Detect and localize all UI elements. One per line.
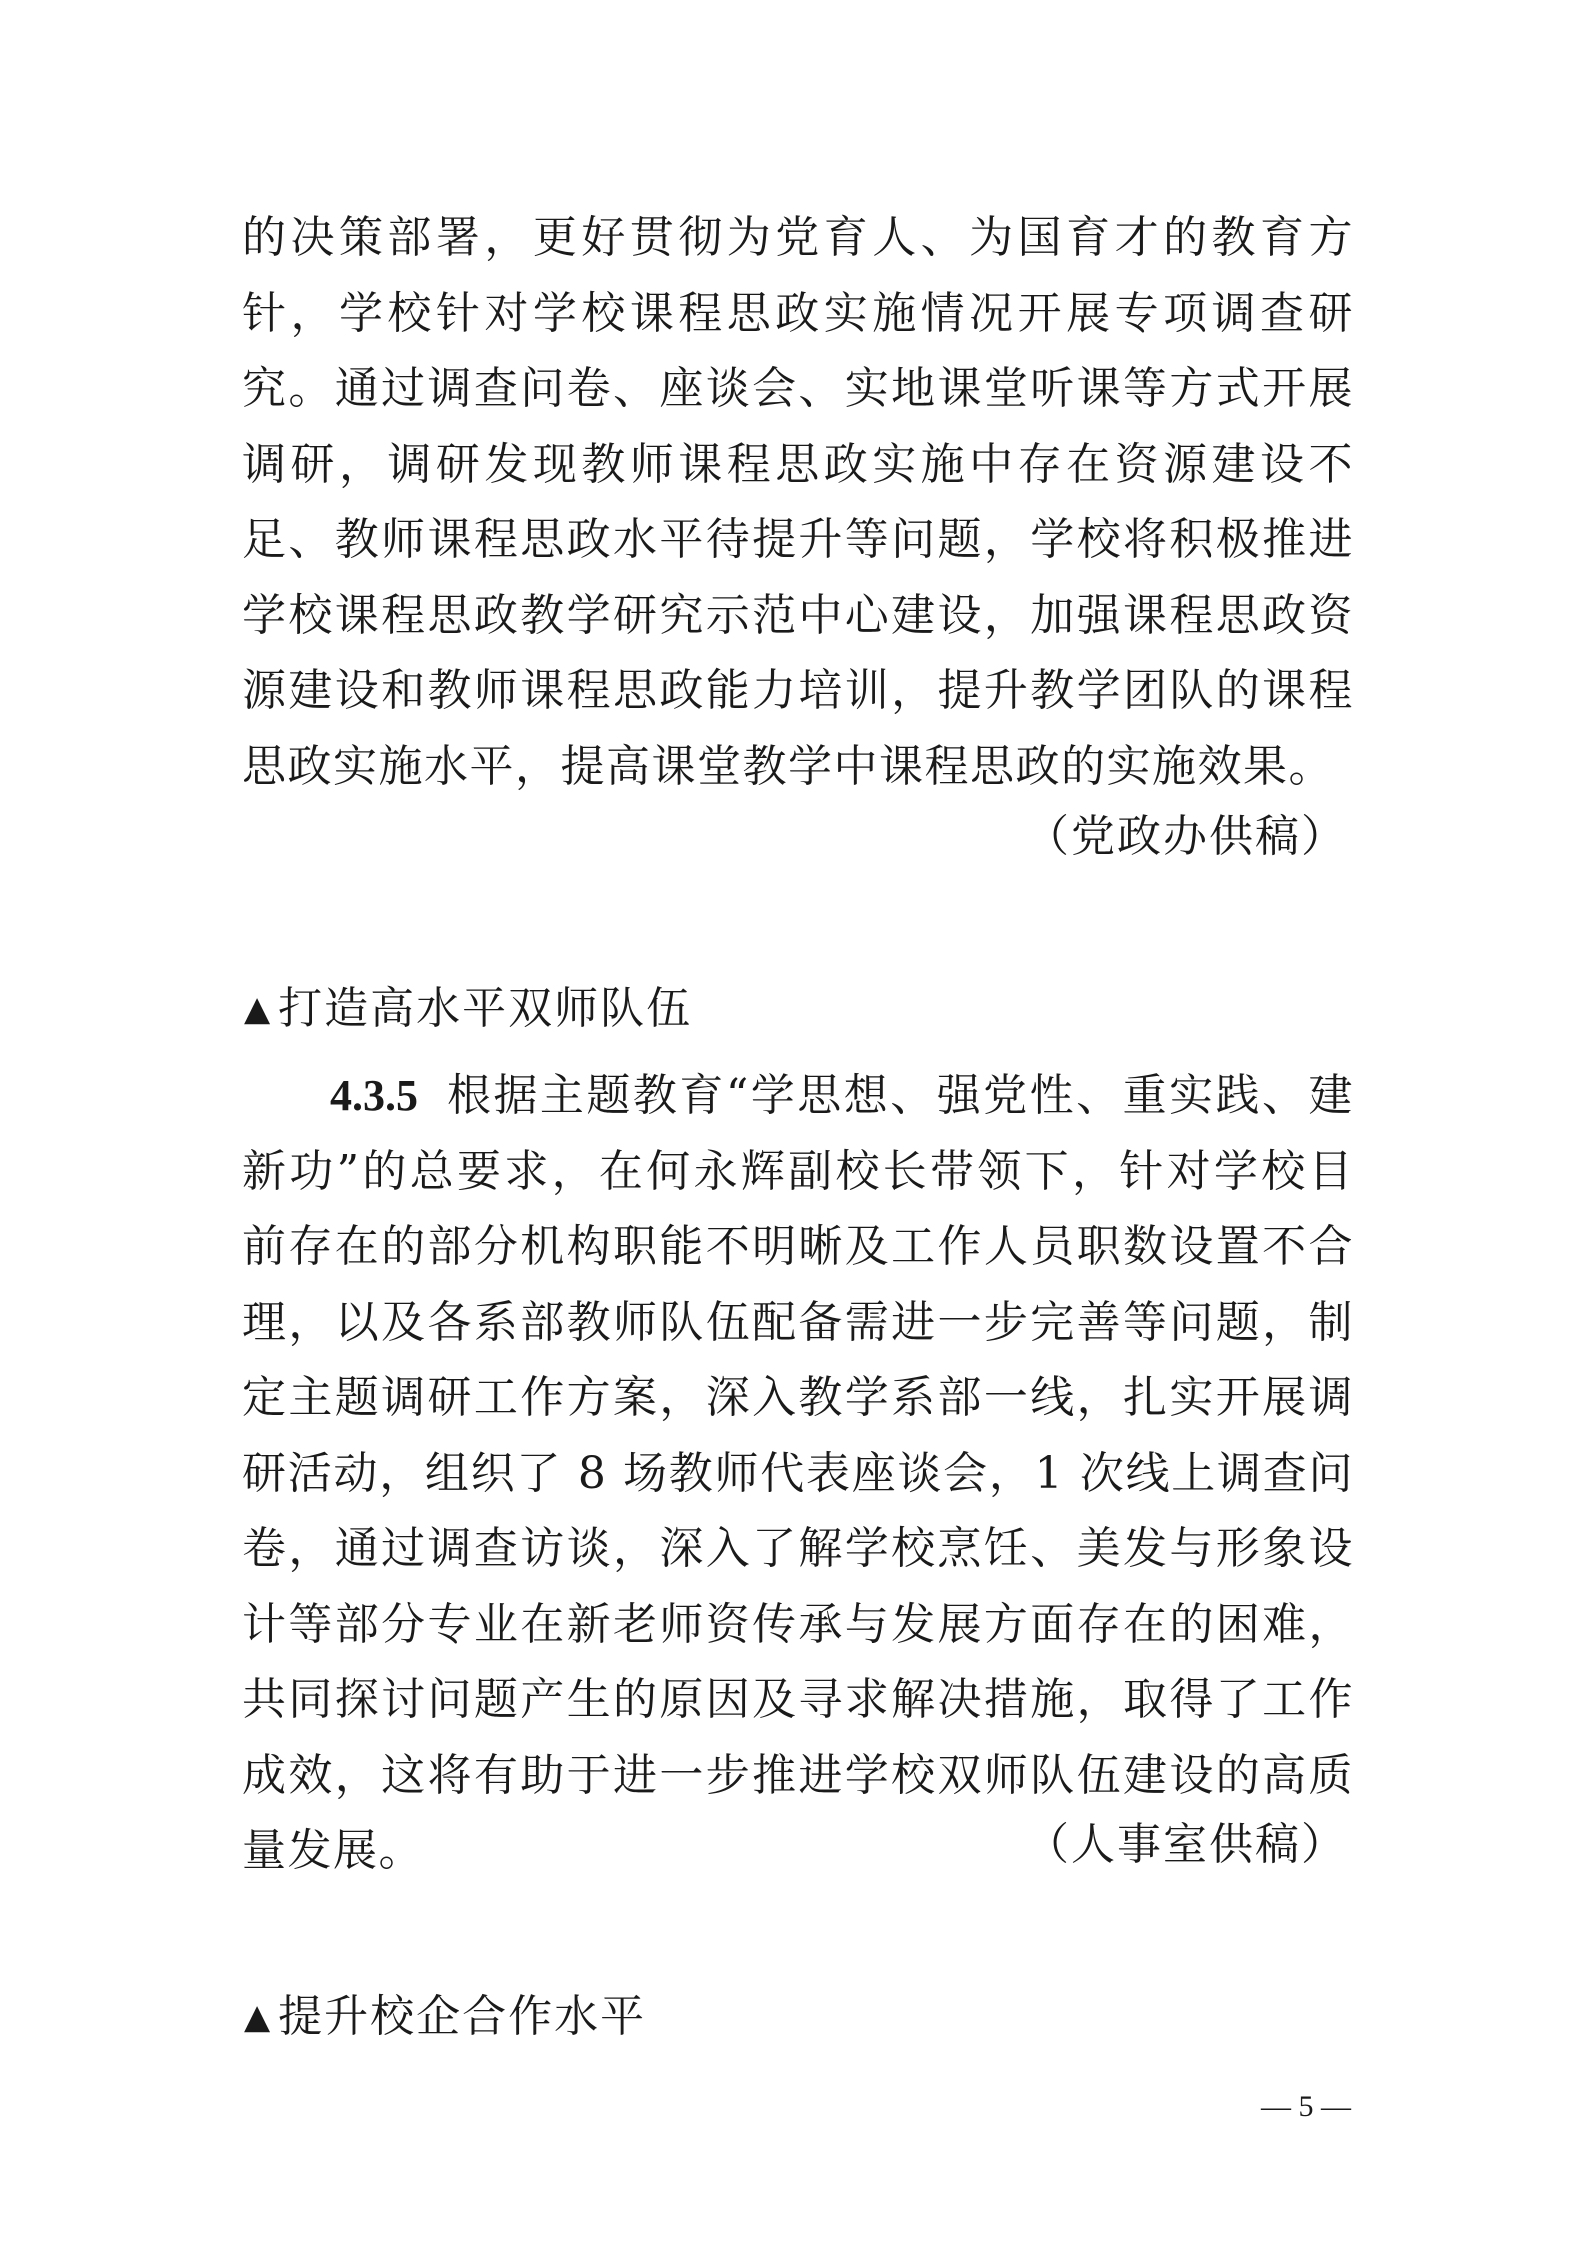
section2-heading [244, 972, 692, 1036]
section2-number: 4.3.5 [330, 1071, 418, 1120]
section3-heading-text: 提升校企合作水平 [278, 1991, 647, 2042]
section1-paragraph: 的决策部署，更好贯彻为党育人、为国育才的教育方针，学校针对学校课程思政实施情况开展专项调查研究。通过调查问卷、座谈会、实地课堂听课等方式开展调研，调研发现教师课程思政实施中存在资源建设不足、教师课程思政水平待提升等问题，学校将积极推进学校课程思政教学研究示范中心建设，加强课程思政资源建设和教师课程思政能力培训，提升教学团队的课程思政实施水平，提高课堂教学中课程思政的实施效果。 [242, 212, 1354, 792]
section1-text [242, 200, 1354, 804]
section2-heading-text: 打造高水平双师队伍 [278, 983, 693, 1034]
section2-text [242, 1058, 1354, 1889]
section1-source: （党政办供稿） [1025, 811, 1347, 862]
section3-heading [244, 1980, 646, 2044]
section2-paragraph [242, 1058, 1354, 1889]
triangle-marker-icon: ▲ [244, 1997, 273, 2037]
section2-paragraph-text: 根据主题教育“学思想、强党性、重实践、建新功”的总要求，在何永辉副校长带领下，针对学校目前存在的部分机构职能不明晰及工作人员职数设置不合理，以及各系部教师队伍配备需进一步完善等问题，制定主题调研工作方案，深入教学系部一线，扎实开展调研活动，组织了 8 场教师代表座谈会，1 次线上调查问卷，通过调查访谈，深入了解学校烹饪、美发与形象设计等部分专业在新老师资传承与发展方面存在的困难，共同探讨问题产生的原因及寻求解决措施，取得了工作成效，这将有助于进一步推进学校双师队伍建设的高质量发展。 [242, 1070, 1354, 1876]
section2-source: （人事室供稿） [1025, 1819, 1347, 1870]
triangle-marker-icon: ▲ [244, 989, 273, 1029]
page-number: — 5 — [1261, 2090, 1351, 2123]
